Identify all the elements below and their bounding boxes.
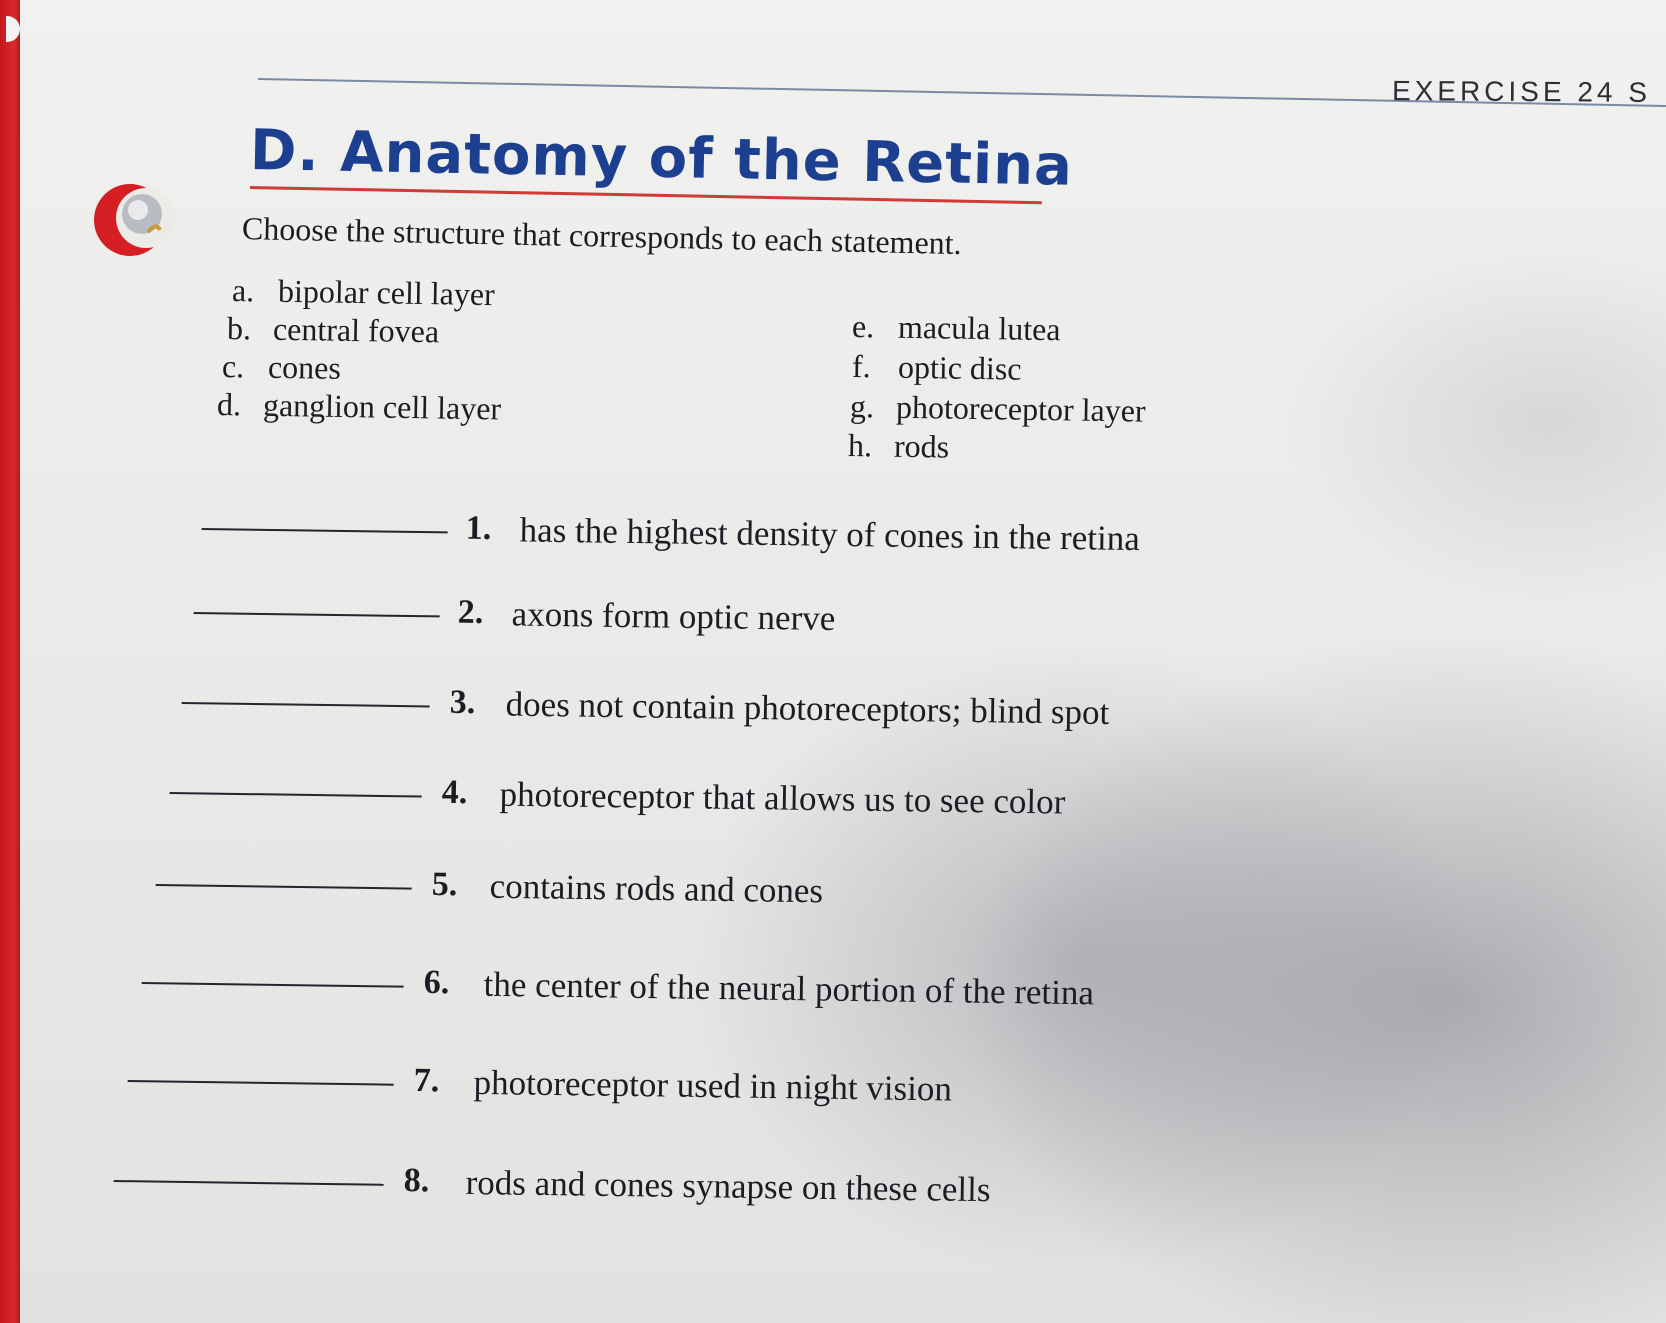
question-text: photoreceptor used in night vision — [473, 1062, 953, 1109]
choice-label: optic disc — [897, 348, 1022, 387]
choice-b — [227, 310, 440, 350]
question-number: 8. — [403, 1162, 430, 1200]
question-text: the center of the neural portion of the retina — [483, 964, 1095, 1013]
question-number: 1. — [465, 509, 492, 548]
choice-d — [217, 386, 502, 427]
choice-label: bipolar cell layer — [277, 272, 496, 313]
choice-label: cones — [267, 348, 342, 386]
question-text: axons form optic nerve — [511, 594, 836, 638]
instruction-text: Choose the structure that corresponds to each statement. — [241, 210, 963, 262]
section-title: D. Anatomy of the Retina — [249, 118, 1074, 199]
answer-blank[interactable] — [170, 792, 422, 798]
choice-letter: a. — [231, 272, 255, 309]
choice-letter: g. — [849, 388, 875, 425]
question-text: does not contain photoreceptors; blind spot — [505, 684, 1110, 732]
answer-blank[interactable] — [156, 884, 412, 890]
choice-label: ganglion cell layer — [262, 386, 502, 427]
choice-letter: c. — [221, 348, 245, 385]
question-number: 2. — [457, 593, 484, 632]
answer-blank[interactable] — [114, 1180, 384, 1186]
answer-blank[interactable] — [142, 982, 404, 988]
choice-letter: d. — [216, 386, 242, 423]
choice-a — [232, 272, 495, 313]
choice-letter: h. — [847, 427, 873, 464]
binder-edge — [0, 0, 20, 1323]
question-text: photoreceptor that allows us to see color — [499, 774, 1066, 822]
choice-label: rods — [893, 427, 950, 465]
question-number: 3. — [449, 683, 476, 722]
choice-letter: b. — [226, 310, 252, 347]
question-number: 5. — [431, 865, 458, 904]
choice-label: photoreceptor layer — [895, 388, 1146, 429]
question-number: 7. — [413, 1061, 440, 1100]
choice-label: macula lutea — [897, 308, 1061, 348]
answer-blank[interactable] — [202, 528, 448, 533]
answer-blank[interactable] — [194, 612, 440, 617]
answer-blank[interactable] — [182, 702, 430, 707]
question-text: rods and cones synapse on these cells — [465, 1162, 991, 1210]
choice-label: central fovea — [272, 310, 440, 350]
question-text: contains rods and cones — [489, 866, 824, 911]
choice-e — [852, 308, 1061, 348]
choice-g — [850, 388, 1146, 430]
choice-f — [852, 348, 1022, 388]
answer-blank[interactable] — [128, 1080, 394, 1086]
choice-h — [848, 427, 950, 466]
choice-c — [222, 348, 341, 387]
choice-letter: f. — [851, 348, 871, 385]
question-number: 6. — [423, 963, 450, 1002]
exercise-label: EXERCISE 24 S — [1391, 75, 1652, 108]
question-number: 4. — [441, 773, 468, 812]
choice-letter: e. — [851, 308, 875, 345]
concept-icon — [90, 180, 176, 258]
question-text: has the highest density of cones in the retina — [519, 510, 1141, 559]
